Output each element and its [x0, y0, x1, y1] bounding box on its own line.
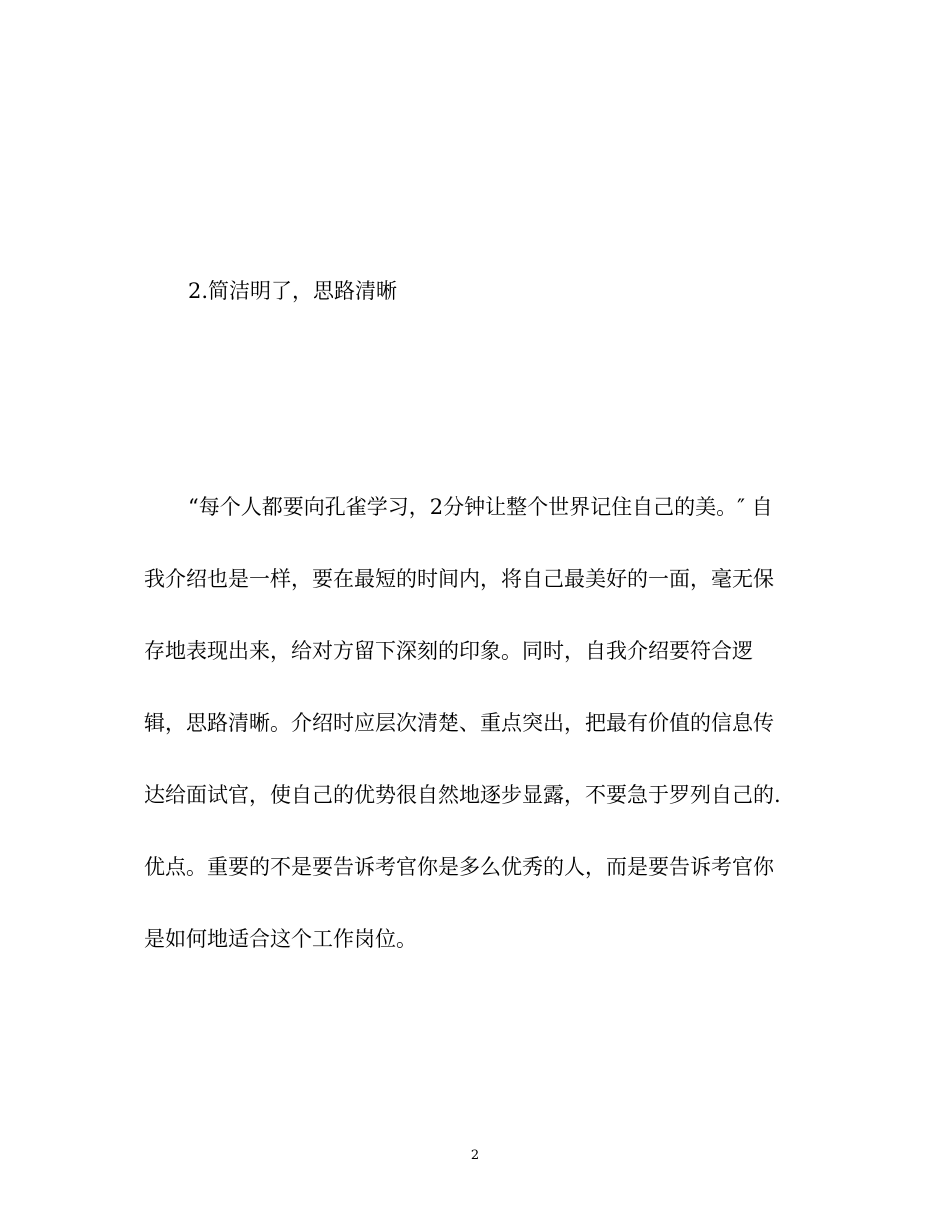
page-number: 2 — [470, 1148, 480, 1163]
paragraph-line: 达给面试官，使自己的优势很自然地逐步显露，不要急于罗列自己的. — [144, 783, 781, 807]
paragraph-line: “每个人都要向孔雀学习，2分钟让整个世界记住自己的美。″ 自 — [188, 495, 773, 519]
paragraph-line: 辑，思路清晰。介绍时应层次清楚、重点突出，把最有价值的信息传 — [144, 711, 774, 735]
paragraph-line: 存地表现出来，给对方留下深刻的印象。同时，自我介绍要符合逻 — [144, 639, 753, 663]
section-heading: 2.简洁明了，思路清晰 — [188, 279, 398, 303]
paragraph-line: 我介绍也是一样，要在最短的时间内，将自己最美好的一面，毫无保 — [144, 567, 774, 591]
paragraph-line: 优点。重要的不是要告诉考官你是多么优秀的人，而是要告诉考官你 — [144, 855, 774, 879]
paragraph-line: 是如何地适合这个工作岗位。 — [144, 927, 417, 951]
